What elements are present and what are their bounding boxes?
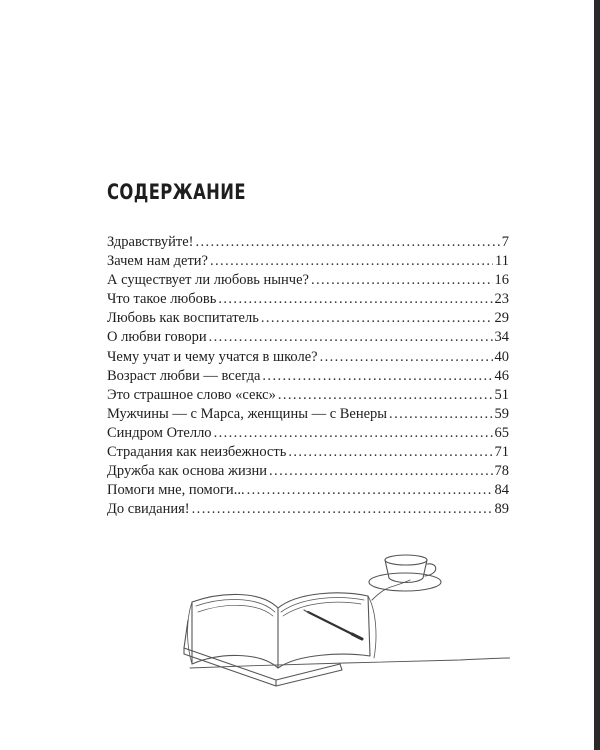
toc-entry-title: Дружба как основа жизни bbox=[107, 463, 268, 480]
toc-entry-page: 65 bbox=[494, 424, 509, 441]
toc-entry-title: Что такое любовь bbox=[107, 291, 217, 308]
toc-entry-page: 78 bbox=[494, 463, 509, 480]
toc-entry-page: 40 bbox=[494, 348, 509, 365]
toc-entry-title: А существует ли любовь нынче? bbox=[107, 272, 309, 289]
toc-leader-dots bbox=[195, 233, 499, 252]
toc-entry bbox=[107, 443, 509, 462]
toc-entry-title: Это страшное слово «секс» bbox=[107, 386, 276, 403]
toc-entry-page: 59 bbox=[494, 405, 509, 422]
toc-entry-title: Возраст любви — всегда bbox=[107, 367, 261, 384]
toc-entry bbox=[107, 424, 509, 443]
toc-leader-dots bbox=[218, 290, 492, 309]
toc-leader-dots bbox=[278, 386, 493, 405]
toc-entry bbox=[107, 252, 509, 271]
toc-leader-dots bbox=[192, 500, 493, 519]
toc-entry-title: Синдром Отелло bbox=[107, 424, 212, 441]
toc-entry bbox=[107, 462, 509, 481]
toc-leader-dots bbox=[210, 252, 493, 271]
toc-entry-page: 89 bbox=[494, 501, 509, 518]
toc-entry-title: Зачем нам дети? bbox=[107, 253, 208, 270]
toc-entry bbox=[107, 386, 509, 405]
toc-entry-title: О любви говори bbox=[107, 329, 207, 346]
toc-leader-dots bbox=[214, 424, 493, 443]
toc-entry bbox=[107, 481, 509, 500]
toc-entry-page: 46 bbox=[494, 367, 509, 384]
toc-entry-page: 71 bbox=[494, 444, 509, 461]
toc-leader-dots bbox=[320, 348, 493, 367]
toc-entry-page: 29 bbox=[494, 310, 509, 327]
toc-entry-page: 51 bbox=[494, 386, 509, 403]
toc-entry bbox=[107, 233, 509, 252]
toc-entry-title: Мужчины — с Марса, женщины — с Венеры bbox=[107, 405, 388, 422]
toc-leader-dots bbox=[288, 443, 492, 462]
toc-leader-dots bbox=[261, 309, 493, 328]
toc-leader-dots bbox=[247, 481, 493, 500]
toc-entry-title: До свидания! bbox=[107, 501, 190, 518]
toc-entry bbox=[107, 328, 509, 347]
toc-entry bbox=[107, 271, 509, 290]
toc-entry-page: 23 bbox=[494, 291, 509, 308]
toc-entry bbox=[107, 309, 509, 328]
toc-entry-title: Страдания как неизбежность bbox=[107, 444, 287, 461]
toc-entry-page: 16 bbox=[494, 272, 509, 289]
page-edge bbox=[594, 0, 600, 750]
toc-entry-page: 34 bbox=[494, 329, 509, 346]
contents-heading: СОДЕРЖАНИЕ bbox=[107, 180, 246, 204]
toc-leader-dots bbox=[262, 367, 492, 386]
toc-entry-title: Помоги мне, помоги... bbox=[107, 482, 245, 499]
toc-entry-page: 11 bbox=[495, 253, 509, 270]
toc-leader-dots bbox=[269, 462, 492, 481]
toc-entry bbox=[107, 500, 509, 519]
toc-leader-dots bbox=[389, 405, 492, 424]
toc-entry bbox=[107, 367, 509, 386]
toc-entry-title: Чему учат и чему учатся в школе? bbox=[107, 348, 318, 365]
toc-entry bbox=[107, 405, 509, 424]
open-book-with-pen-and-coffee-cup-icon bbox=[180, 540, 510, 705]
table-of-contents bbox=[107, 233, 509, 519]
toc-entry-page: 7 bbox=[501, 234, 509, 250]
toc-entry bbox=[107, 348, 509, 367]
toc-entry-page: 84 bbox=[494, 482, 509, 499]
toc-entry-title: Любовь как воспитатель bbox=[107, 310, 259, 327]
toc-entry bbox=[107, 290, 509, 309]
toc-leader-dots bbox=[311, 271, 493, 290]
toc-entry-title: Здравствуйте! bbox=[107, 234, 194, 250]
toc-leader-dots bbox=[209, 328, 493, 347]
